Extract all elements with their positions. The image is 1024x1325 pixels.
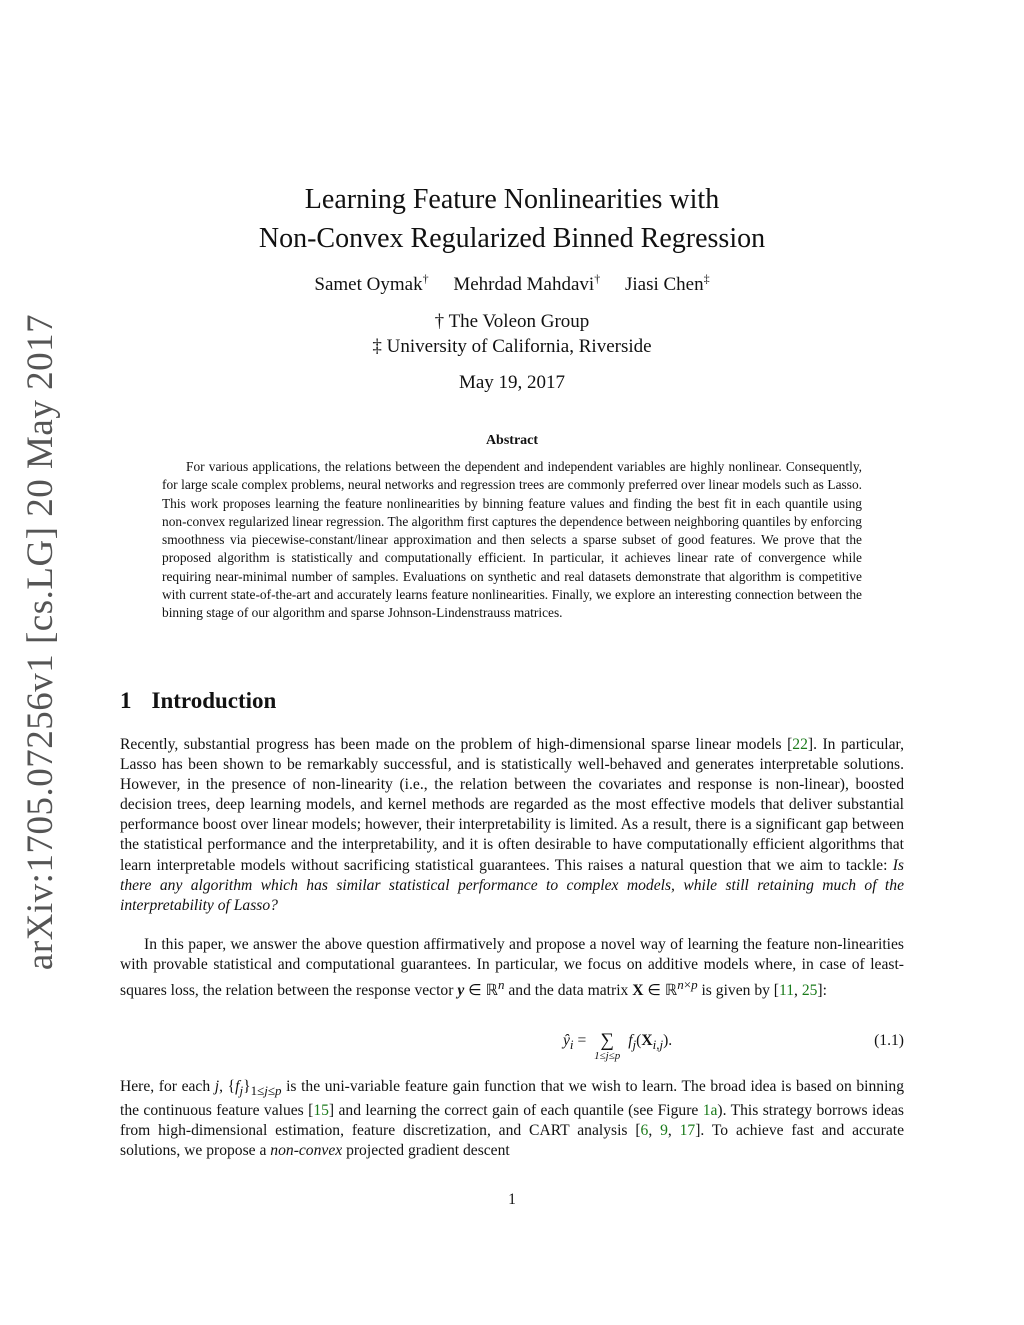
publication-date: May 19, 2017 bbox=[458, 372, 566, 393]
citation-link[interactable]: 11 bbox=[779, 982, 795, 1000]
section-title: Introduction bbox=[151, 688, 277, 713]
paper-title bbox=[0, 180, 1024, 258]
abstract-heading: Abstract bbox=[485, 433, 539, 448]
author: Mehrdad Mahdavi† bbox=[453, 272, 601, 296]
equation-body: $ŷ_i$ = ∑ 1≤j≤p $f_j(X_{i,j})$. bbox=[563, 1030, 673, 1062]
author-list bbox=[0, 272, 1024, 296]
citation-link[interactable]: 25 bbox=[801, 982, 818, 1000]
intro-paragraph-3: Here, for each j, $\{f_j\}_{1\le j\le p}$ is the uni-variable feature gain function that we wish to learn. The broad idea is based on binning the continuous feature values [15] and learning the correct gain of each quantile (see Figure 1a). This strategy borrows ideas from high-dimensional estimation, feature discretization, and CART analysis [6, 9, 17]. To achieve fast and accurate solutions, we propose a non-convex projected gradient descent bbox=[120, 1078, 905, 1160]
author: Jiasi Chen‡ bbox=[624, 272, 710, 296]
affiliation: † The Voleon Group bbox=[434, 311, 590, 332]
citation-link[interactable]: 6 bbox=[640, 1122, 649, 1140]
citation-link[interactable]: 22 bbox=[792, 736, 808, 753]
research-question: Is there any algorithm which has similar statistical performance to complex models, while still retaining much of the interpretability of Lasso? bbox=[120, 856, 904, 914]
arxiv-identifier: arXiv:1705.07256v1 [cs.LG] 20 May 2017 bbox=[19, 313, 61, 971]
figure-link[interactable]: 1a bbox=[702, 1102, 718, 1120]
citation-link[interactable]: 9 bbox=[660, 1122, 668, 1140]
page-number: 1 bbox=[508, 1191, 516, 1208]
title-line-2: Non-Convex Regularized Binned Regression bbox=[258, 223, 766, 254]
section-heading bbox=[120, 688, 276, 714]
affiliation: ‡ University of California, Riverside bbox=[372, 336, 652, 357]
affiliations bbox=[0, 309, 1024, 359]
title-line-1: Learning Feature Nonlinearities with bbox=[304, 184, 720, 215]
summation-symbol: ∑ 1≤j≤p bbox=[594, 1030, 621, 1062]
citation-link[interactable]: 15 bbox=[313, 1102, 329, 1120]
abstract-text: For various applications, the relations between the dependent and independent variables are highly nonlinear. Consequently, for large scale complex problems, neural networks and regression trees are commonly preferred over linear models such as Lasso. This work proposes learning the feature nonlinearities by binning feature values and finding the best fit in each quantile using non-convex regularized linear regression. The algorithm first captures the dependence between neighboring quantiles by enforcing smoothness via piecewise-constant/linear approximation and then selects a sparse subset of good features. We prove that the proposed algorithm is statistically and computationally efficient. In particular, it achieves linear rate of convergence while requiring near-minimal number of samples. Evaluations on synthetic and real datasets demonstrate that algorithm is competitive with current state-of-the-art and accurately learns feature nonlinearities. Finally, we explore an interesting connection between the binning stage of our algorithm and sparse Johnson-Lindenstrauss matrices. bbox=[162, 459, 862, 621]
equation-number: (1.1) bbox=[874, 1032, 904, 1049]
section-number: 1 bbox=[120, 688, 132, 713]
intro-paragraph-2: In this paper, we answer the above question affirmatively and propose a novel way of learning the feature non-linearities with provable statistical and computational guarantees. In particular, we focus on additive models where, in case of least-squares loss, the relation between the response vector y ∈ ℝ$^n$ and the data matrix X ∈ ℝ$^{n\times p}$ is given by [11, 25]: bbox=[120, 936, 904, 1000]
citation-link[interactable]: 17 bbox=[679, 1122, 696, 1140]
author: Samet Oymak† bbox=[314, 272, 429, 296]
equation-1-1 bbox=[120, 1030, 904, 1070]
intro-paragraph-1: Recently, substantial progress has been made on the problem of high-dimensional sparse linear models [22]. In particular, Lasso has been shown to be remarkably successful, and is statistically well-behaved and generates interpretable solutions. However, in the presence of non-linearity (i.e., the relation between the covariates and response is non-linear), boosted decision trees, deep learning models, and kernel methods are regarded as the most effective models that deliver substantial performance boost over linear models; however, their interpretability is limited. As a result, there is a significant gap between the statistical performance and the interpretability, and it is often desirable to have computationally efficient algorithms that learn interpretable models without sacrificing statistical guarantees. This raises a natural question that we aim to tackle: Is there any algorithm which has similar statistical performance to complex models, while still retaining much of the interpretability of Lasso? bbox=[120, 736, 904, 914]
